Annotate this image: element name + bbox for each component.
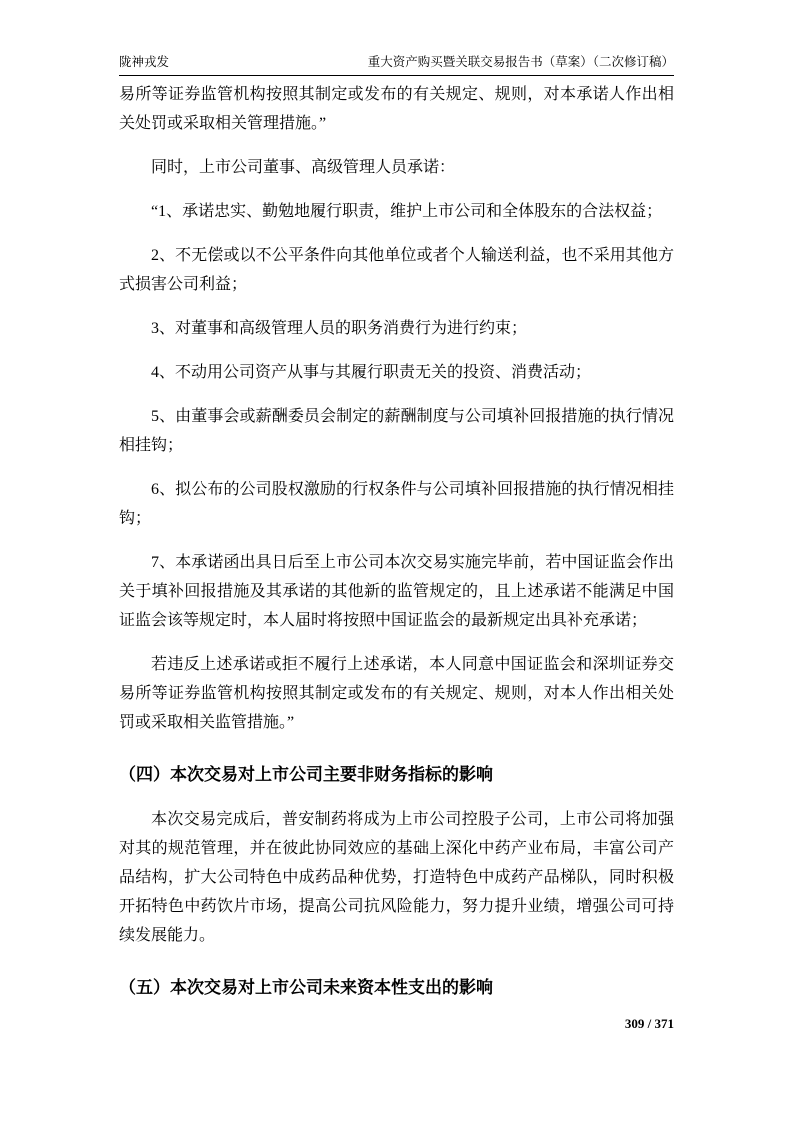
paragraph: 同时，上市公司董事、高级管理人员承诺： bbox=[151, 159, 456, 176]
paragraph-continued: 易所等证券监管机构按照其制定或发布的有关规定、规则，对本承诺人作出相关处罚或采取相关管理措施。” bbox=[119, 86, 674, 132]
section-heading-4: （四）本次交易对上市公司主要非财务指标的影响 bbox=[119, 765, 493, 784]
paragraph: 若违反上述承诺或拒不履行上述承诺，本人同意中国证监会和深圳证券交易所等证券监管机构按照其制定或发布的有关规定、规则，对本人作出相关处罚或采取相关监管措施。” bbox=[119, 656, 674, 731]
page-number: 309 / 371 bbox=[624, 1016, 674, 1031]
paragraph: 7、本承诺函出具日后至上市公司本次交易实施完毕前，若中国证监会作出关于填补回报措施及其承诺的其他新的监管规定的，且上述承诺不能满足中国证监会该等规定时，本人届时将按照中国证监会的最新规定出具补充承诺； bbox=[119, 554, 674, 629]
paragraph: 2、不无偿或以不公平条件向其他单位或者个人输送利益，也不采用其他方式损害公司利益； bbox=[119, 247, 674, 293]
paragraph: 3、对董事和高级管理人员的职务消费行为进行约束； bbox=[151, 320, 528, 337]
header-company-name: 陇神戎发 bbox=[119, 55, 170, 69]
paragraph: “1、承诺忠实、勤勉地履行职责，维护上市公司和全体股东的合法权益； bbox=[151, 203, 663, 220]
paragraph: 本次交易完成后，普安制药将成为上市公司控股子公司，上市公司将加强对其的规范管理，并在彼此协同效应的基础上深化中药产业布局，丰富公司产品结构，扩大公司特色中成药品种优势，打造特色中成药产品梯队，同时积极开拓特色中药饮片市场，提高公司抗风险能力，努力提升业绩，增强公司可持续发展能力。 bbox=[119, 811, 674, 944]
paragraph: 5、由董事会或薪酬委员会制定的薪酬制度与公司填补回报措施的执行情况相挂钩； bbox=[119, 408, 674, 454]
section-heading-5: （五）本次交易对上市公司未来资本性支出的影响 bbox=[119, 978, 493, 997]
paragraph: 4、不动用公司资产从事与其履行职责无关的投资、消费活动； bbox=[151, 364, 592, 381]
page-body bbox=[119, 80, 674, 1018]
paragraph: 6、拟公布的公司股权激励的行权条件与公司填补回报措施的执行情况相挂钩； bbox=[119, 481, 674, 527]
header-doc-title: 重大资产购买暨关联交易报告书（草案）（二次修订稿） bbox=[367, 55, 674, 69]
page-header bbox=[119, 52, 674, 76]
